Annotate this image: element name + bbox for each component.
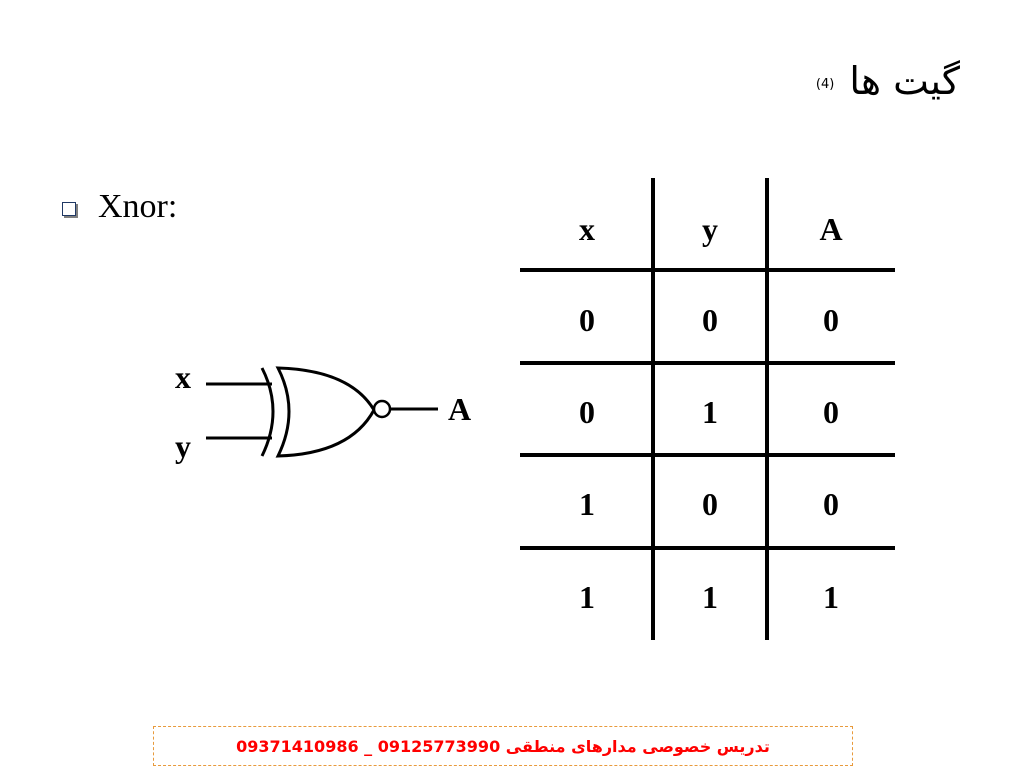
- gate-body: [278, 368, 374, 456]
- table-cell: 0: [823, 394, 839, 430]
- table-cell: 1: [579, 486, 595, 522]
- table-cell: 0: [823, 486, 839, 522]
- table-cell: 1: [702, 394, 718, 430]
- bullet-item: [62, 190, 177, 224]
- table-cell: 0: [823, 302, 839, 338]
- title-number: (4): [815, 77, 835, 92]
- table-header-cell: A: [819, 211, 843, 247]
- footer-text: تدریس خصوصی مدارهای منطقی 09125773990 _ 09371410986: [236, 736, 770, 756]
- table-cell: 0: [702, 302, 718, 338]
- xnor-gate-diagram: [160, 350, 490, 480]
- gate-output-label: A: [448, 391, 472, 427]
- table-cell: 1: [823, 579, 839, 615]
- gate-inversion-bubble: [374, 401, 390, 417]
- table-cell: 1: [579, 579, 595, 615]
- table-cell: 0: [702, 486, 718, 522]
- title-text: گیت ها: [849, 59, 960, 103]
- table-cell: 0: [579, 302, 595, 338]
- table-cell: 0: [579, 394, 595, 430]
- gate-xor-extra-arc: [262, 368, 273, 456]
- square-bullet-icon: [62, 202, 76, 216]
- table-cell: 1: [702, 579, 718, 615]
- table-header-cell: x: [579, 211, 595, 247]
- truth-table: [520, 178, 900, 642]
- table-header-cell: y: [702, 211, 718, 247]
- gate-input-label-y: y: [175, 428, 191, 464]
- bullet-text: Xnor:: [98, 188, 178, 225]
- slide-title: [815, 59, 960, 103]
- footer-banner: [153, 726, 853, 766]
- gate-input-label-x: x: [175, 359, 191, 395]
